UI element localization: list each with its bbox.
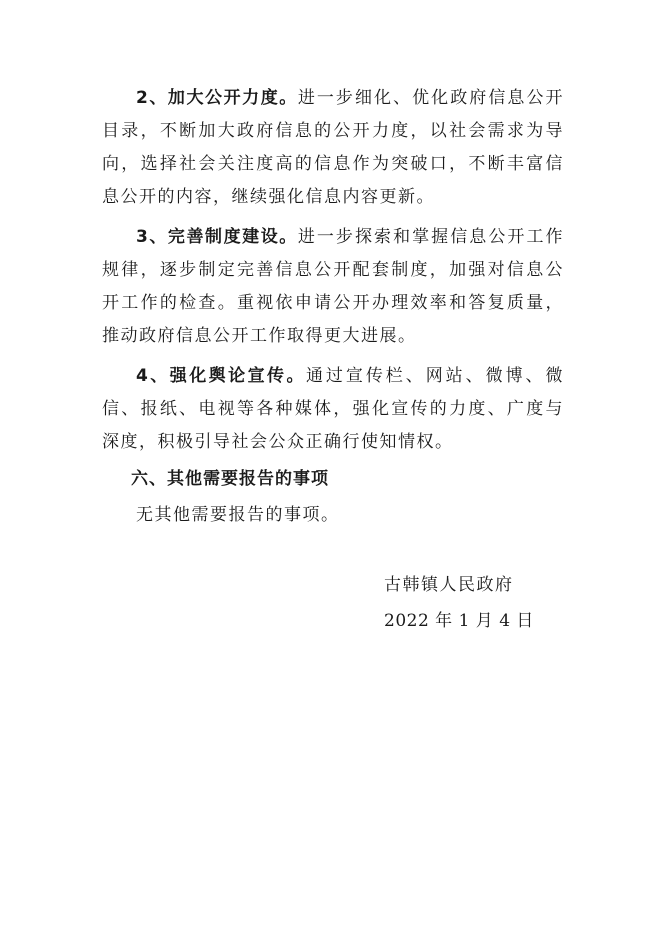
section-heading-other-matters: 六、其他需要报告的事项 xyxy=(131,469,329,489)
measure-paragraph-2 xyxy=(102,82,564,214)
signature-organization: 古韩镇人民政府 xyxy=(384,575,514,595)
measure-body-3: 进一步探索和掌握信息公开工作规律，逐步制定完善信息公开配套制度，加强对信息公开工作的检查。重视依申请公开办理效率和答复质量，推动政府信息公开工作取得更大进展。 xyxy=(102,227,564,346)
measure-lead-4: 4、强化舆论宣传。 xyxy=(136,366,306,386)
section-content-other-matters: 无其他需要报告的事项。 xyxy=(136,505,340,525)
measure-paragraph-4 xyxy=(102,360,564,459)
measure-body-4: 通过宣传栏、网站、微博、微信、报纸、电视等各种媒体，强化宣传的力度、广度与深度，积极引导社会公众正确行使知情权。 xyxy=(102,366,564,452)
measure-paragraph-3 xyxy=(102,221,564,353)
signature-date: 2022 年 1 月 4 日 xyxy=(384,611,534,631)
measure-lead-2: 2、加大公开力度。 xyxy=(136,88,298,108)
measure-body-2: 进一步细化、优化政府信息公开目录，不断加大政府信息的公开力度，以社会需求为导向，选择社会关注度高的信息作为突破口，不断丰富信息公开的内容，继续强化信息内容更新。 xyxy=(102,88,564,207)
measure-lead-3: 3、完善制度建设。 xyxy=(136,227,298,247)
